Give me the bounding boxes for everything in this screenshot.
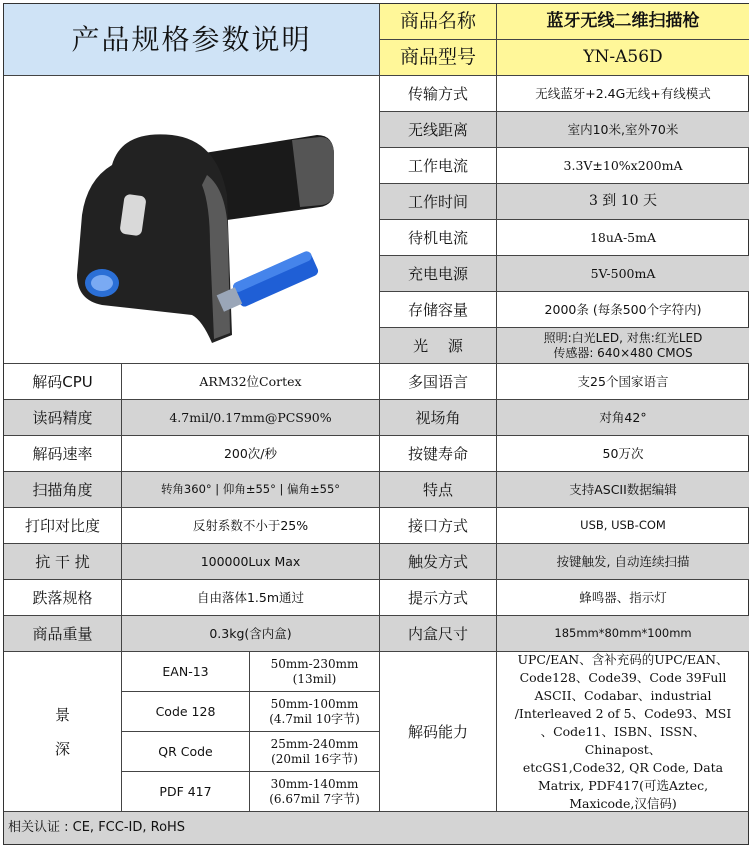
spec-value: 自由落体1.5m通过 <box>122 580 380 616</box>
spec-value: 室内10米,室外70米 <box>497 112 749 148</box>
decode-ability-value: UPC/EAN、含补充码的UPC/EAN、 Code128、Code39、Code 39Full ASCII、Codabar、industrial /Interleaved 2 of 5、Code93、MSI 、Code11、ISBN、ISSN、Chinapost、 etcGS1,Code32, QR Code, Data Matrix, PDF417(可选Aztec, Maxicode,汉信码) <box>497 652 749 812</box>
product-name-label: 商品名称 <box>380 4 497 40</box>
depth-range <box>250 652 380 692</box>
spec-label: 内盒尺寸 <box>380 616 497 652</box>
depth-label-bottom: 深 <box>54 739 70 758</box>
spec-label: 光 源 <box>380 328 497 364</box>
spec-label: 视场角 <box>380 400 497 436</box>
spec-label: 商品重量 <box>4 616 122 652</box>
depth-label-top: 景 <box>54 705 70 724</box>
spec-label: 接口方式 <box>380 508 497 544</box>
spec-value: 无线蓝牙+2.4G无线+有线模式 <box>497 76 749 112</box>
spec-value: 对角42° <box>497 400 749 436</box>
spec-value: 18uA-5mA <box>497 220 749 256</box>
spec-label: 打印对比度 <box>4 508 122 544</box>
spec-value: 3 到 10 天 <box>497 184 749 220</box>
spec-sheet <box>3 3 749 845</box>
depth-range-line2: (13mil) <box>292 671 337 686</box>
depth-of-field-label <box>4 652 122 812</box>
spec-value: 100000Lux Max <box>122 544 380 580</box>
depth-code: PDF 417 <box>122 772 250 812</box>
page-title: 产品规格参数说明 <box>4 4 380 76</box>
spec-label: 特点 <box>380 472 497 508</box>
depth-range-line2: (20mil 16字节) <box>271 751 358 766</box>
spec-label: 解码速率 <box>4 436 122 472</box>
spec-label: 工作时间 <box>380 184 497 220</box>
light-source-line1: 照明:白光LED, 对焦:红光LED <box>543 330 703 345</box>
depth-code: Code 128 <box>122 692 250 732</box>
spec-label: 充电电源 <box>380 256 497 292</box>
spec-label: 解码CPU <box>4 364 122 400</box>
depth-range-line1: 50mm-230mm <box>270 656 359 671</box>
spec-value: 支持ASCII数据编辑 <box>497 472 749 508</box>
product-model-label: 商品型号 <box>380 40 497 76</box>
spec-value: USB, USB-COM <box>497 508 749 544</box>
spec-value: 5V-500mA <box>497 256 749 292</box>
depth-code: QR Code <box>122 732 250 772</box>
depth-range <box>250 692 380 732</box>
spec-label: 无线距离 <box>380 112 497 148</box>
spec-label: 按键寿命 <box>380 436 497 472</box>
spec-label: 提示方式 <box>380 580 497 616</box>
depth-range-line2: (4.7mil 10字节) <box>269 711 360 726</box>
scanner-head <box>77 134 232 343</box>
spec-value: 按键触发, 自动连续扫描 <box>497 544 749 580</box>
spec-label: 跌落规格 <box>4 580 122 616</box>
spec-label: 扫描角度 <box>4 472 122 508</box>
depth-range-line2: (6.67mil 7字节) <box>269 791 360 806</box>
spec-value: 3.3V±10%x200mA <box>497 148 749 184</box>
depth-range <box>250 732 380 772</box>
product-image <box>4 76 380 364</box>
usb-dongle <box>214 249 319 315</box>
spec-label: 工作电流 <box>380 148 497 184</box>
spec-value: 反射系数不小于25% <box>122 508 380 544</box>
spec-value: 支25个国家语言 <box>497 364 749 400</box>
depth-range-line1: 25mm-240mm <box>270 736 359 751</box>
product-name-value: 蓝牙无线二维扫描枪 <box>497 4 749 40</box>
spec-value: 转角360° | 仰角±55° | 偏角±55° <box>122 472 380 508</box>
depth-range-line1: 30mm-140mm <box>270 776 359 791</box>
spec-label: 触发方式 <box>380 544 497 580</box>
spec-value: 2000条 (每条500个字符内) <box>497 292 749 328</box>
spec-value: 4.7mil/0.17mm@PCS90% <box>122 400 380 436</box>
certification-footer: 相关认证 : CE, FCC-ID, RoHS <box>4 812 748 844</box>
spec-value: ARM32位Cortex <box>122 364 380 400</box>
spec-label: 多国语言 <box>380 364 497 400</box>
spec-label: 存储容量 <box>380 292 497 328</box>
spec-value: 200次/秒 <box>122 436 380 472</box>
spec-value: 50万次 <box>497 436 749 472</box>
decode-ability-label: 解码能力 <box>380 652 497 812</box>
depth-range <box>250 772 380 812</box>
spec-value: 蜂鸣器、指示灯 <box>497 580 749 616</box>
spec-label: 抗 干 扰 <box>4 544 122 580</box>
depth-range-line1: 50mm-100mm <box>270 696 359 711</box>
product-model-value: YN-A56D <box>497 40 749 76</box>
spec-label: 待机电流 <box>380 220 497 256</box>
spec-label: 传输方式 <box>380 76 497 112</box>
spec-label: 读码精度 <box>4 400 122 436</box>
spec-value: 0.3kg(含内盒) <box>122 616 380 652</box>
light-source-line2: 传感器: 640×480 CMOS <box>553 345 693 360</box>
scanner-illustration <box>42 95 342 345</box>
spec-value-light-source <box>497 328 749 364</box>
depth-code: EAN-13 <box>122 652 250 692</box>
spec-value: 185mm*80mm*100mm <box>497 616 749 652</box>
